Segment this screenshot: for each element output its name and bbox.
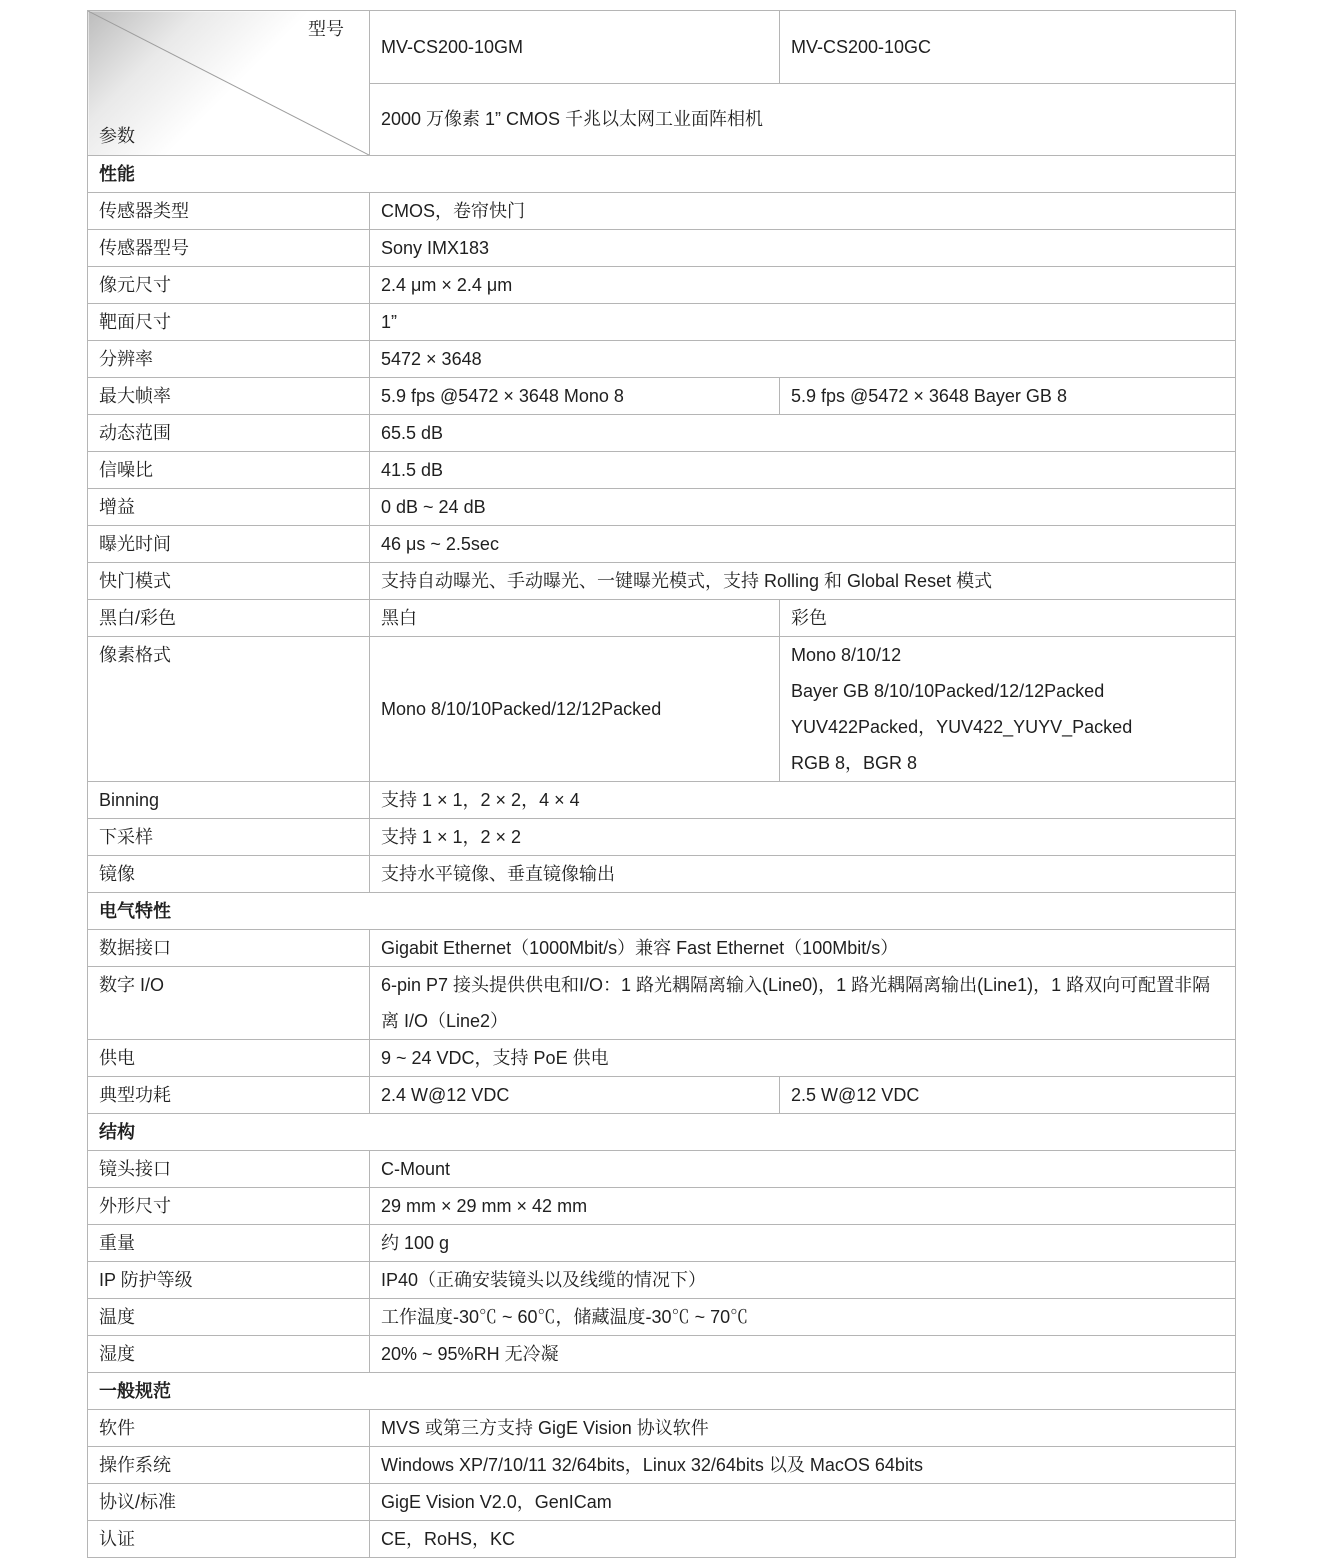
spec-value: 2.4 μm × 2.4 μm xyxy=(370,267,1236,304)
spec-value: IP40（正确安装镜头以及线缆的情况下） xyxy=(370,1262,1236,1299)
spec-value-gc: 5.9 fps @5472 × 3648 Bayer GB 8 xyxy=(780,378,1236,415)
spec-value-gm: Mono 8/10/10Packed/12/12Packed xyxy=(370,637,780,782)
spec-label: 传感器型号 xyxy=(88,230,370,267)
spec-value: C-Mount xyxy=(370,1151,1236,1188)
spec-label: 软件 xyxy=(88,1410,370,1447)
corner-cell xyxy=(88,11,370,156)
spec-label: 像元尺寸 xyxy=(88,267,370,304)
spec-row-sensor-format xyxy=(88,304,1236,341)
spec-label: 认证 xyxy=(88,1521,370,1558)
model-name-gm: MV-CS200-10GM xyxy=(370,11,780,84)
model-header-row xyxy=(88,11,1236,84)
spec-value: 0 dB ~ 24 dB xyxy=(370,489,1236,526)
spec-value: 1” xyxy=(370,304,1236,341)
spec-label: 靶面尺寸 xyxy=(88,304,370,341)
spec-label: 操作系统 xyxy=(88,1447,370,1484)
spec-row-max-framerate xyxy=(88,378,1236,415)
spec-row-data-interface xyxy=(88,930,1236,967)
spec-value-gc: 2.5 W@12 VDC xyxy=(780,1077,1236,1114)
spec-row-resolution xyxy=(88,341,1236,378)
spec-label: 动态范围 xyxy=(88,415,370,452)
spec-value: Windows XP/7/10/11 32/64bits，Linux 32/64bits 以及 MacOS 64bits xyxy=(370,1447,1236,1484)
spec-value: 工作温度-30℃ ~ 60℃，储藏温度-30℃ ~ 70℃ xyxy=(370,1299,1236,1336)
spec-row-digital-io xyxy=(88,967,1236,1040)
section-row-electrical xyxy=(88,893,1236,930)
spec-value: 支持 1 × 1，2 × 2 xyxy=(370,819,1236,856)
spec-row-dimensions xyxy=(88,1188,1236,1225)
spec-label: 温度 xyxy=(88,1299,370,1336)
spec-row-humidity xyxy=(88,1336,1236,1373)
spec-row-weight xyxy=(88,1225,1236,1262)
spec-label: 典型功耗 xyxy=(88,1077,370,1114)
spec-value: Gigabit Ethernet（1000Mbit/s）兼容 Fast Ethernet（100Mbit/s） xyxy=(370,930,1236,967)
spec-value: 65.5 dB xyxy=(370,415,1236,452)
spec-label: 外形尺寸 xyxy=(88,1188,370,1225)
spec-value: 支持水平镜像、垂直镜像输出 xyxy=(370,856,1236,893)
section-title: 一般规范 xyxy=(88,1373,1236,1410)
section-title: 结构 xyxy=(88,1114,1236,1151)
spec-row-mono-color xyxy=(88,600,1236,637)
spec-row-os xyxy=(88,1447,1236,1484)
spec-label: 最大帧率 xyxy=(88,378,370,415)
spec-label: 增益 xyxy=(88,489,370,526)
spec-label: 传感器类型 xyxy=(88,193,370,230)
spec-label: 供电 xyxy=(88,1040,370,1077)
spec-row-dynamic-range xyxy=(88,415,1236,452)
spec-value-gm: 黑白 xyxy=(370,600,780,637)
camera-description: 2000 万像素 1” CMOS 千兆以太网工业面阵相机 xyxy=(370,83,1236,156)
spec-value: MVS 或第三方支持 GigE Vision 协议软件 xyxy=(370,1410,1236,1447)
spec-value: 20% ~ 95%RH 无冷凝 xyxy=(370,1336,1236,1373)
spec-label: 下采样 xyxy=(88,819,370,856)
spec-label: 镜像 xyxy=(88,856,370,893)
section-row-mechanical xyxy=(88,1114,1236,1151)
spec-value: GigE Vision V2.0，GenICam xyxy=(370,1484,1236,1521)
spec-label: 曝光时间 xyxy=(88,526,370,563)
spec-value: 9 ~ 24 VDC，支持 PoE 供电 xyxy=(370,1040,1236,1077)
spec-row-mirror xyxy=(88,856,1236,893)
section-row-general xyxy=(88,1373,1236,1410)
spec-value: 约 100 g xyxy=(370,1225,1236,1262)
spec-value: 29 mm × 29 mm × 42 mm xyxy=(370,1188,1236,1225)
corner-label-model: 型号 xyxy=(308,19,344,39)
spec-row-exposure-time xyxy=(88,526,1236,563)
spec-label: 湿度 xyxy=(88,1336,370,1373)
spec-value: CMOS，卷帘快门 xyxy=(370,193,1236,230)
spec-value: 支持 1 × 1，2 × 2，4 × 4 xyxy=(370,782,1236,819)
model-name-gc: MV-CS200-10GC xyxy=(780,11,1236,84)
spec-label: 快门模式 xyxy=(88,563,370,600)
corner-label-param: 参数 xyxy=(99,126,135,146)
spec-row-sensor-type xyxy=(88,193,1236,230)
spec-label: 像素格式 xyxy=(88,637,370,782)
spec-value-gm: 5.9 fps @5472 × 3648 Mono 8 xyxy=(370,378,780,415)
spec-value-gm: 2.4 W@12 VDC xyxy=(370,1077,780,1114)
spec-row-decimation xyxy=(88,819,1236,856)
spec-row-snr xyxy=(88,452,1236,489)
spec-row-binning xyxy=(88,782,1236,819)
section-row-performance xyxy=(88,156,1236,193)
section-title: 电气特性 xyxy=(88,893,1236,930)
spec-row-pixel-size xyxy=(88,267,1236,304)
spec-label: 协议/标准 xyxy=(88,1484,370,1521)
spec-value-gc: 彩色 xyxy=(780,600,1236,637)
spec-value: 46 μs ~ 2.5sec xyxy=(370,526,1236,563)
spec-label: IP 防护等级 xyxy=(88,1262,370,1299)
spec-value: 6-pin P7 接头提供供电和I/O：1 路光耦隔离输入(Line0)，1 路光耦隔离输出(Line1)，1 路双向可配置非隔离 I/O（Line2） xyxy=(370,967,1236,1040)
spec-label: 黑白/彩色 xyxy=(88,600,370,637)
spec-value: Sony IMX183 xyxy=(370,230,1236,267)
spec-label: 重量 xyxy=(88,1225,370,1262)
camera-spec-table xyxy=(87,10,1236,1558)
spec-row-certification xyxy=(88,1521,1236,1558)
spec-row-protocol xyxy=(88,1484,1236,1521)
section-title: 性能 xyxy=(88,156,1236,193)
spec-row-software xyxy=(88,1410,1236,1447)
spec-label: 分辨率 xyxy=(88,341,370,378)
spec-label: 信噪比 xyxy=(88,452,370,489)
spec-value: 支持自动曝光、手动曝光、一键曝光模式，支持 Rolling 和 Global Reset 模式 xyxy=(370,563,1236,600)
spec-row-sensor-model xyxy=(88,230,1236,267)
spec-label: Binning xyxy=(88,782,370,819)
spec-row-power-supply xyxy=(88,1040,1236,1077)
spec-row-gain xyxy=(88,489,1236,526)
spec-row-power-consumption xyxy=(88,1077,1236,1114)
spec-label: 数据接口 xyxy=(88,930,370,967)
spec-row-shutter-mode xyxy=(88,563,1236,600)
spec-value: 41.5 dB xyxy=(370,452,1236,489)
spec-value: CE，RoHS，KC xyxy=(370,1521,1236,1558)
spec-value-gc: Mono 8/10/12 Bayer GB 8/10/10Packed/12/12Packed YUV422Packed，YUV422_YUYV_Packed RGB 8，BGR 8 xyxy=(780,637,1236,782)
spec-row-lens-mount xyxy=(88,1151,1236,1188)
spec-label: 镜头接口 xyxy=(88,1151,370,1188)
spec-row-ip-rating xyxy=(88,1262,1236,1299)
spec-row-temperature xyxy=(88,1299,1236,1336)
spec-value: 5472 × 3648 xyxy=(370,341,1236,378)
spec-row-pixel-format xyxy=(88,637,1236,782)
spec-label: 数字 I/O xyxy=(88,967,370,1040)
